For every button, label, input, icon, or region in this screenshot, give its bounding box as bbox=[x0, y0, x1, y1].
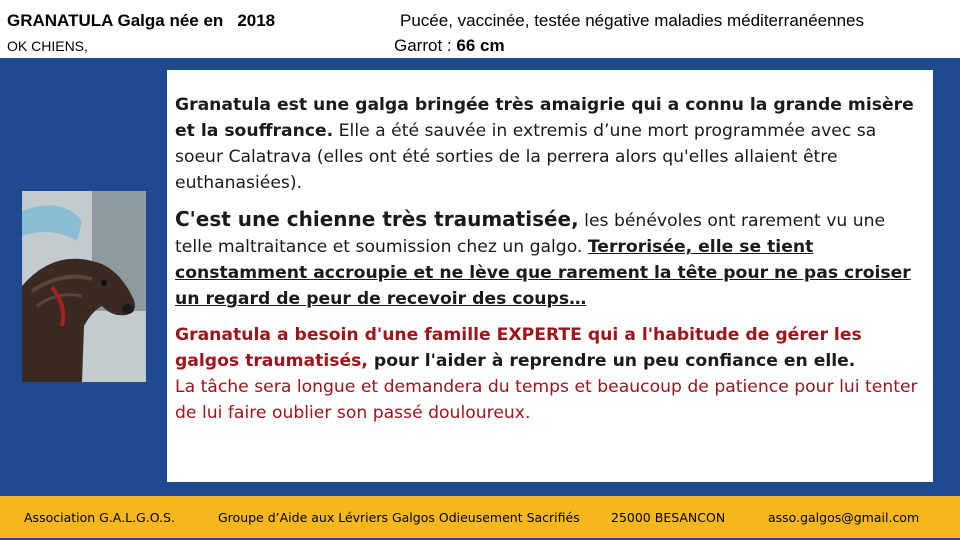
dog-name-title bbox=[7, 11, 275, 31]
paragraph-needs bbox=[175, 322, 923, 374]
paragraph-patience: La tâche sera longue et demandera du temps et beaucoup de patience pour lui tenter de lui faire oublier son passé douloureux. bbox=[175, 377, 918, 423]
needs-black: pour l'aider à reprendre un peu confiance en elle. bbox=[367, 351, 856, 371]
footer-acronym-meaning: Groupe d’Aide aux Lévriers Galgos Odieusement Sacrifiés bbox=[218, 510, 580, 525]
withers-label: Garrot : bbox=[394, 36, 452, 55]
paragraph-trauma bbox=[175, 206, 923, 312]
footer-city: 25000 BESANCON bbox=[611, 510, 726, 525]
dog-photo bbox=[22, 191, 146, 382]
footer-association: Association G.A.L.G.O.S. bbox=[24, 510, 175, 525]
health-status: Pucée, vaccinée, testée négative maladies méditerranéennes bbox=[400, 11, 865, 30]
paragraph-story bbox=[175, 92, 923, 196]
trauma-rest: les bénévoles ont rarement vu une telle maltraitance et soumission chez un galgo. bbox=[175, 211, 886, 257]
story-bold: Granatula est une galga bringée très amaigrie qui a connu la grande misère et la souffrance. bbox=[175, 95, 914, 141]
withers-value: 66 cm bbox=[456, 36, 505, 55]
trauma-bold: C'est une chienne très traumatisée, bbox=[175, 207, 579, 231]
footer-email[interactable]: asso.galgos@gmail.com bbox=[768, 510, 920, 525]
dog-name: GRANATULA Galga née en bbox=[7, 11, 224, 30]
footer-bar bbox=[0, 496, 960, 538]
trauma-underlined: Terrorisée, elle se tient constamment accroupie et ne lève que rarement la tête pour ne pas croiser un regard de peur de recevoir des coups… bbox=[175, 237, 911, 309]
story-rest: Elle a été sauvée in extremis d’une mort programmée avec sa soeur Calatrava (elles ont été sorties de la perrera alors qu'elles allaient être euthanasiées). bbox=[175, 121, 877, 193]
header-bar bbox=[0, 0, 960, 58]
needs-red: Granatula a besoin d'une famille EXPERTE qui a l'habitude de gérer les galgos traumatisés, bbox=[175, 325, 862, 371]
description-card bbox=[167, 70, 933, 482]
compatibility-text: OK CHIENS, bbox=[7, 38, 88, 54]
birth-year: 2018 bbox=[237, 11, 276, 30]
withers-height bbox=[394, 36, 505, 56]
dog-photo-image bbox=[22, 191, 146, 382]
